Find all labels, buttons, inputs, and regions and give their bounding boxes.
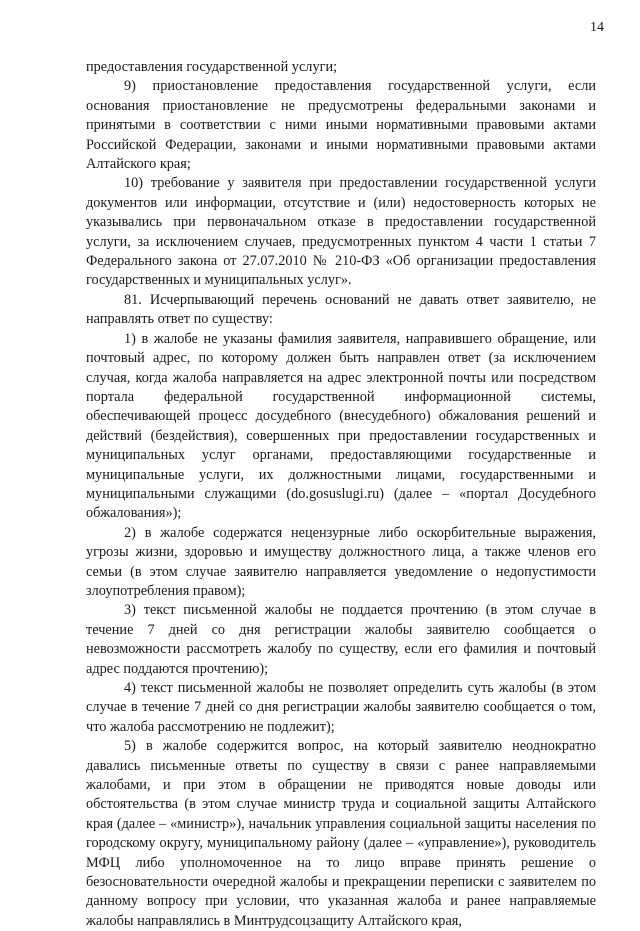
paragraph-item-5: 5) в жалобе содержится вопрос, на который заявителю неоднократно давались письменные ответы по существу в связи с ранее направляемыми жалобами, и при этом в обращении не приводятся новые доводы или обстоятельства (в этом случае министр труда и социальной защиты Алтайского края (далее – «министр»), начальник управления социальной защиты населения по городскому округу, муниципальному району (далее – «управление»), руководитель МФЦ либо уполномоченное на то лицо вправе принять решение о безосновательности очередной жалобы и прекращении переписки с заявителем по данному вопросу при условии, что указанная жалоба и ранее направляемые жалобы направлялись в Минтрудсоцзащиту Алтайского края, (86, 738, 596, 929)
paragraph-item-4: 4) текст письменной жалобы не позволяет определить суть жалобы (в этом случае в течение 7 дней со дня регистрации жалобы заявителю сообщается о том, что жалоба рассмотрению не подлежит); (86, 680, 596, 735)
paragraph-continuation: предоставления государственной услуги; (86, 59, 338, 75)
paragraph-item-2: 2) в жалобе содержатся нецензурные либо оскорбительные выражения, угрозы жизни, здоровью и имуществу должностного лица, а также членов его семьи (в этом случае заявителю направляется уведомление о недопустимости злоупотребления правом); (86, 524, 596, 599)
paragraph-clause-81: 81. Исчерпывающий перечень оснований не давать ответ заявителю, не направлять ответ по существу: (86, 291, 596, 328)
paragraph-item-3: 3) текст письменной жалобы не поддается прочтению (в этом случае в течение 7 дней со дня регистрации жалобы заявителю сообщается о невозможности рассмотреть жалобу по существу, если его фамилия и почтовый адрес поддаются прочтению); (86, 602, 596, 677)
page-number: 14 (590, 20, 604, 35)
paragraph-item-1: 1) в жалобе не указаны фамилия заявителя, направившего обращение, или почтовый адрес, по которому должен быть направлен ответ (за исключением случая, когда жалоба направляется на адрес электронной почты или посредством портала федеральной государственной информационной системы, обеспечивающей процесс досудебного (внесудебного) обжалования решений и действий (бездействия), совершенных при предоставлении государственных и муниципальных услуг органами, предоставляющими государственные и муниципальные услуги, их должностными лицами, государственными и муниципальными служащими (do.gosuslugi.ru) (далее – «портал Досудебного обжалования»); (86, 330, 596, 522)
paragraph-item-9: 9) приостановление предоставления государственной услуги, если основания приостановление не предусмотрены федеральными законами и принятыми в соответствии с ними иными нормативными правовыми актами Российской Федерации, законами и иными нормативными правовыми актами Алтайского края; (86, 78, 596, 173)
document-body (86, 58, 596, 931)
paragraph-item-10: 10) требование у заявителя при предоставлении государственной услуги документов или информации, отсутствие и (или) недостоверность которых не указывались при первоначальном отказе в предоставлении государственной услуги, за исключением случаев, предусмотренных пунктом 4 части 1 статьи 7 Федерального закона от 27.07.2010 № 210-ФЗ «Об организации предоставления государственных и муниципальных услуг». (86, 175, 596, 289)
